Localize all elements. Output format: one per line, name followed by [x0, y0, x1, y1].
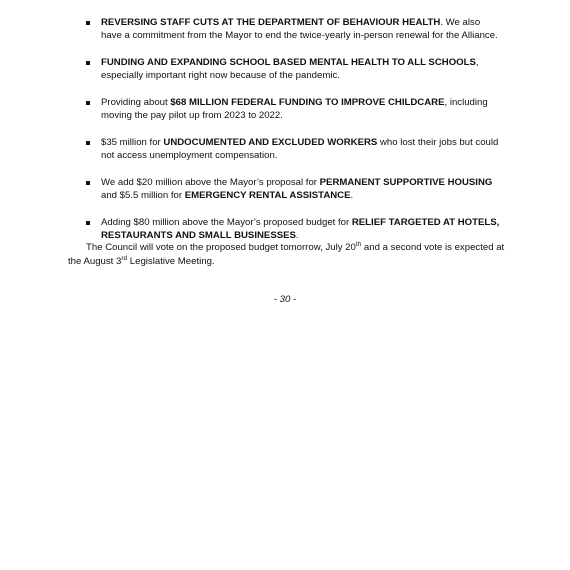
bullet-text: , including moving the pay pilot up from 2023 to 2022.: [101, 96, 488, 121]
ordinal-suffix: rd: [121, 254, 128, 262]
bullet-text: who lost their jobs but could not access unemployment compensation.: [101, 136, 499, 161]
ordinal-suffix: th: [355, 241, 362, 248]
bullet-text: [101, 0, 236, 1]
bullet-item-school-mental-health: [0, 56, 501, 83]
bullet-list: [0, 0, 570, 256]
square-bullet-icon: [86, 21, 90, 25]
closing-text: The Council will vote on the proposed budget tomorrow, July 20: [86, 242, 356, 253]
bullet-item-business-relief: [0, 216, 501, 243]
closing-text: and a second vote is expected at the August 3: [68, 242, 505, 267]
bullet-bold-text: RELIEF TARGETED AT HOTELS, RESTAURANTS AND SMALL BUSINESSES: [101, 216, 500, 241]
square-bullet-icon: [86, 101, 90, 105]
closing-text: Legislative Meeting.: [127, 255, 215, 267]
bullet-item-housing: [0, 176, 501, 203]
bullet-text: $35 million for: [101, 136, 164, 148]
bullet-bold-text: REVERSING STAFF CUTS AT THE DEPARTMENT OF BEHAVIOUR HEALTH: [101, 16, 441, 28]
square-bullet-icon: [86, 141, 90, 145]
bullet-bold-text: EMERGENCY RENTAL ASSISTANCE: [184, 190, 351, 201]
bullet-text: and $5.5 million for: [101, 190, 185, 201]
bullet-text: Adding $80 million above the Mayor’s proposed budget for: [101, 216, 352, 228]
square-bullet-icon: [86, 181, 90, 185]
bullet-bold-text: UNDOCUMENTED AND EXCLUDED WORKERS: [163, 136, 378, 148]
bullet-bold-text: FUNDING AND EXPANDING SCHOOL BASED MENTAL HEALTH TO ALL SCHOOLS: [101, 56, 476, 68]
bullet-item-staff-cuts: [0, 16, 501, 43]
closing-paragraph: [68, 241, 508, 268]
square-bullet-icon: [86, 61, 90, 65]
page-number: - 30 -: [273, 294, 297, 305]
bullet-item-undocumented-workers: [0, 136, 501, 163]
bullet-bold-text: PERMANENT SUPPORTIVE HOUSING: [319, 176, 493, 188]
bullet-text: . We also have a commitment from the Mayor to end the twice-yearly in-person renewal for the Alliance.: [101, 16, 498, 41]
bullet-text: We add $20 million above the Mayor’s proposal for: [101, 176, 320, 188]
bullet-text: , especially important right now because of the pandemic.: [101, 56, 479, 81]
bullet-item-childcare: [0, 96, 501, 123]
square-bullet-icon: [86, 221, 90, 225]
bullet-text: Providing about: [101, 96, 171, 108]
bullet-bold-text: $68 MILLION FEDERAL FUNDING TO IMPROVE CHILDCARE: [170, 96, 445, 108]
bullet-text: .: [350, 190, 354, 201]
bullet-item-repairs: [0, 0, 501, 3]
bullet-text: .: [295, 230, 299, 241]
